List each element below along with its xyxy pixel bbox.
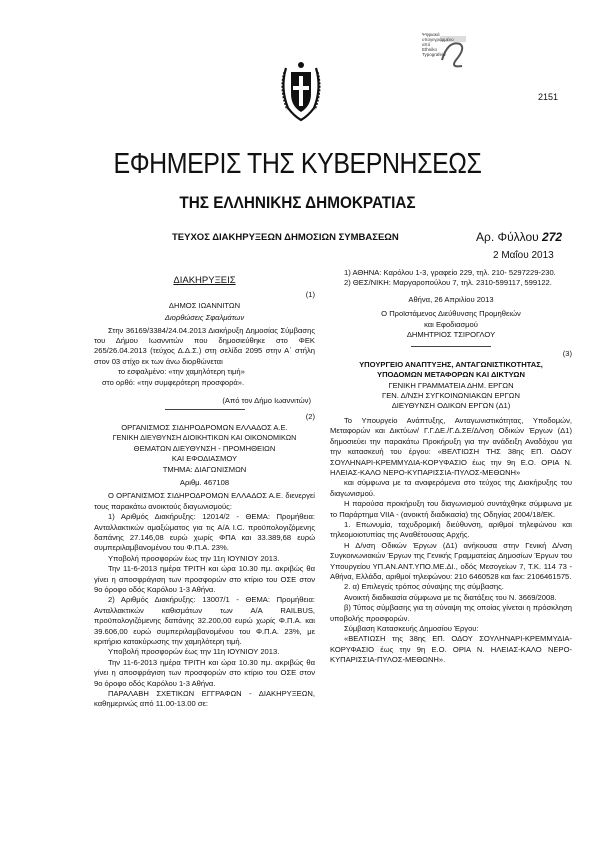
- notice-paragraph: Το Υπουργείο Ανάπτυξης, Ανταγωνιστικότητας, Υποδομών, Μεταφορών και Δικτύων/ Γ.Γ.ΔΕ./Γ.Δ.ΣΕ/Δ/νση Οδικών Έργων (Δ1) δημοσιεύει την παρακάτω Προκήρυξη για την ανάδειξη Αναδόχου για την κατασκευή του έργου: «ΒΕΛΤΙΩΣΗ ΤΗΣ 38ης ΕΠ. ΟΔΟΥ ΣΟΥΛΗΝΑΡΙ-ΚΡΕΜΜΥΔΙΑ-ΚΟΡΥΦΑΣΙΟ έως την 9η Ε.Ο. ΟΡΙΑ Ν. ΗΛΕΙΑΣ-ΚΑΛΟ ΝΕΡΟ-ΚΥΠΑΡΙΣΣΙΑ-ΠΥΛΟΣ-ΜΕΘΩΝΗ»: [330, 415, 572, 477]
- notice-issuer: ΔΗΜΟΣ ΙΩΑΝΝΙΤΩΝ: [168, 300, 241, 310]
- notice-paragraph: Υποβολή προσφορών έως την 11η ΙΟΥΝΙΟΥ 2013.: [108, 647, 280, 657]
- page-number: 2151: [538, 92, 559, 102]
- notice-number: (2): [305, 412, 315, 422]
- notice-number: (3): [562, 349, 572, 359]
- signature-line: ΔΗΜΗΤΡΙΟΣ ΤΣΙΡΟΓΛΟΥ: [406, 330, 496, 340]
- separator: [165, 409, 245, 410]
- notice-paragraph: «ΒΕΛΤΙΩΣΗ της 38ης ΕΠ. ΟΔΟΥ ΣΟΥΛΗΝΑΡΙ-ΚΡΕΜΜΥΔΙΑ-ΚΟΡΥΦΑΣΙΟ έως την 9η Ε.Ο. ΟΡΙΑ Ν. ΗΛΕΙΑΣ-ΚΑΛΟ ΝΕΡΟ-ΚΥΠΑΡΙΣΣΙΑ-ΠΥΛΟΣ-ΜΕΘΩΝΗ».: [330, 634, 572, 665]
- notice-signature: (Από τον Δήμο Ιωαννιτών): [222, 396, 311, 406]
- notice-paragraph: 1) ΑΘΗΝΑ: Καρόλου 1-3, γραφείο 229, τηλ. 210- 5297229-230.: [344, 268, 556, 277]
- notice-paragraph: 1. Επωνυμία, ταχυδρομική διεύθυνση, αριθμοί τηλεφώνου και τηλεομοιοτυπίας της Αναθέτουσας Αρχής.: [330, 519, 572, 540]
- notice-paragraph: Σύμβαση Κατασκευής Δημοσίου Έργου:: [344, 624, 479, 633]
- notice-date: Αθήνα, 26 Απριλίου 2013: [408, 294, 494, 304]
- notice-paragraph: Η Δ/νση Οδικών Έργων (Δ1) ανήκουσα στην Γενική Δ/νση Συγκοινωνιακών Έργων της Γενικής Γραμματείας Δημοσίων Έργων του Υπουργείου ΥΠ.ΑΝ.ΑΝΤ.ΥΠΟ.ΜΕ.ΔΙ., οδός Μεσογείων 7, Τ.Κ. 114 73 - Αθήνα, Ελλάδα, αριθμοί τηλεφώνου: 210 6460528 και fax: 2106461575.: [330, 540, 572, 581]
- signature-line: Ο Προϊστάμενος Διεύθυνσης Προμηθειών: [381, 309, 521, 319]
- notice-heading-line: ΚΑΙ ΕΦΟΔΙΑΣΜΟΥ: [171, 454, 238, 464]
- issue-date: 2 Μαΐου 2013: [493, 250, 554, 261]
- series-title: ΤΕΥΧΟΣ ΔΙΑΚΗΡΥΞΕΩΝ ΔΗΜΟΣΙΩΝ ΣΥΜΒΑΣΕΩΝ: [172, 232, 399, 243]
- notice-heading-line: ΥΠΟΔΟΜΩΝ ΜΕΤΑΦΟΡΩΝ ΚΑΙ ΔΙΚΤΥΩΝ: [377, 370, 525, 380]
- notice-paragraph: 2) Αριθμός Διακήρυξης: 13007/1 - ΘΕΜΑ: Προμήθεια: Ανταλλακτικών καθισμάτων των Α/Α RAILBUS, προϋπολογιζόμενης δαπάνης 32.200,00 ευρώ χωρίς Φ.Π.Α. και 39.606,00 ευρώ συμπεριλαμβανομένου του Φ.Π.Α. 23%, με κριτήριο κατακύρωσης την χαμηλότερη τιμή.: [94, 595, 315, 646]
- notice-heading-line: ΓΕΝΙΚΗ ΔΙΕΥΘΥΝΣΗ ΔΙΟΙΚΗΤΙΚΩΝ ΚΑΙ ΟΙΚΟΝΟΜΙΚΩΝ: [112, 433, 297, 443]
- stamp-line: υπογεγραμμένο: [422, 37, 454, 42]
- notice-correct-text: στο ορθό: «την συμφερότερη προσφορά».: [102, 377, 245, 387]
- notice-paragraph: Η παρούσα προκήρυξη του διαγωνισμού συντάχθηκε σύμφωνα με το Παράρτημα VIIA - (ανοικτή διαδικασία) της Οδηγίας 2004/18/ΕΚ.: [330, 499, 572, 519]
- masthead-subtitle: ΤΗΣ ΕΛΛΗΝΙΚΗΣ ΔΗΜΟΚΡΑΤΙΑΣ: [179, 193, 416, 212]
- notice-paragraph: Ανοικτή διαδικασία σύμφωνα με τις διατάξεις του Ν. 3669/2008.: [344, 592, 557, 602]
- notice-wrong-text: το εσφαλμένο: «την χαμηλότερη τιμή»: [118, 367, 245, 377]
- notice-paragraph: β) Τύπος σύμβασης για τη σύναψη της οποίας γίνεται η πρόσκληση υποβολής προσφορών.: [330, 603, 572, 623]
- stamp-line: Typografeio: [422, 52, 446, 57]
- stamp-line: από: [422, 42, 431, 47]
- notice-heading-line: ΟΡΓΑΝΙΣΜΟΣ ΣΙΔΗΡΟΔΡΟΜΩΝ ΕΛΛΑΔΟΣ Α.Ε.: [121, 422, 288, 432]
- right-column: [330, 268, 572, 666]
- notice-paragraph: Υποβολή προσφορών έως την 11η ΙΟΥΝΙΟΥ 2013.: [108, 553, 280, 563]
- notice-number: (1): [305, 290, 315, 300]
- section-heading: ΔΙΑΚΗΡΥΞΕΙΣ: [173, 275, 236, 286]
- stamp-line: Ψηφιακά: [422, 32, 440, 37]
- issue-value: 272: [542, 230, 563, 244]
- notice-paragraph: και σύμφωνα με τα αναφερόμενα στο τεύχος της Διακήρυξης του διαγωνισμού.: [330, 478, 572, 498]
- separator: [411, 346, 491, 347]
- greek-coat-of-arms-emblem: [278, 58, 324, 124]
- notice-reference: Αριθμ. 467108: [179, 477, 230, 487]
- notice-heading-line: ΤΜΗΜΑ: ΔΙΑΓΩΝΙΣΜΩΝ: [162, 464, 247, 474]
- notice-paragraph: 2. α) Επιλεγείς τρόπος σύναψης της σύμβασης.: [344, 582, 504, 592]
- issue-label: Αρ. Φύλλου: [476, 230, 539, 244]
- notice-paragraph: Την 11-6-2013 ημέρα ΤΡΙΤΗ και ώρα 10.30 πμ. ακριβώς θα γίνει η αποσφράγιση των προσφορών στο κτίριο του ΟΣΕ στον 9ο όροφο οδός Καρόλου 1-3 Αθήνα.: [94, 564, 315, 594]
- notice-heading-line: ΓΕΝΙΚΗ ΓΡΑΜΜΑΤΕΙΑ ΔΗΜ. ΕΡΓΩΝ: [388, 380, 514, 390]
- notice-paragraph: Την 11-6-2013 ημέρα ΤΡΙΤΗ και ώρα 10.30 πμ. ακριβώς θα γίνει η αποσφράγιση των προσφορών στο κτίριο του ΟΣΕ στον 9ο όροφο οδός Καρόλου 1-3 Αθήνα.: [94, 657, 315, 688]
- masthead-title: ΕΦΗΜΕΡΙΣ ΤΗΣ ΚΥΒΕΡΝΗΣΕΩΣ: [113, 148, 482, 180]
- issue-number: [476, 230, 562, 244]
- left-column: [94, 276, 315, 710]
- signature-line: και Εφοδιασμού: [424, 319, 478, 329]
- notice-heading-line: ΓΕΝ. Δ/ΝΣΗ ΣΥΓΚΟΙΝΩΝΙΑΚΩΝ ΕΡΓΩΝ: [382, 391, 520, 401]
- notice-heading-line: ΔΙΕΥΘΥΝΣΗ ΟΔΙΚΩΝ ΕΡΓΩΝ (Δ1): [391, 401, 511, 411]
- notice-paragraph: 2) ΘΕΣ/ΝΙΚΗ: Μαργαροπούλου 7, τηλ. 2310-599117, 599122.: [344, 278, 552, 288]
- stamp-line: Ethniko: [422, 47, 438, 52]
- notice-paragraph: Ο ΟΡΓΑΝΙΣΜΟΣ ΣΙΔΗΡΟΔΡΟΜΩΝ ΕΛΛΑΔΟΣ Α.Ε. διενεργεί τους παρακάτω ανοικτούς διαγωνισμούς:: [94, 491, 315, 511]
- notice-paragraph: 1) Αριθμός Διακήρυξης: 12014/2 - ΘΕΜΑ: Προμήθεια: Ανταλλακτικών αμαξώματος για τις Α/Α Ι.C. προϋπολογιζόμενης δαπάνης 27.146,08 ευρώ χωρίς ΦΠΑ και 33.389,68 ευρώ συμπεριλαμβανομένου του Φ.Π.Α. 23%.: [94, 512, 315, 553]
- notice-paragraph: ΠΑΡΑΛΑΒΗ ΣΧΕΤΙΚΩΝ ΕΓΓΡΑΦΩΝ - ΔΙΑΚΗΡΥΞΕΩΝ, καθημερινώς από 11.00-13.00 σε:: [94, 689, 315, 709]
- notice-heading-line: ΘΕΜΑΤΩΝ ΔΙΕΥΘΥΝΣΗ - ΠΡΟΜΗΘΕΙΩΝ: [133, 443, 276, 453]
- notice-heading-line: ΥΠΟΥΡΓΕΙΟ ΑΝΑΠΤΥΞΗΣ, ΑΝΤΑΓΩΝΙΣΤΙΚΟΤΗΤΑΣ,: [359, 359, 543, 369]
- digital-signature-stamp: [422, 30, 484, 74]
- notice-body: Στην 36169/3384/24.04.2013 Διακήρυξη Δημοσίας Σύμβασης του Δήμου Ιωαννιτών που δημοσιεύθηκε στο ΦΕΚ 265/26.04.2013 (τεύχος Δ.Δ.Σ.) στη σελίδα 2095 στην Α΄ στήλη στον 03 στίχο εκ των άνω διορθώνεται: [94, 325, 315, 366]
- notice-title: Διορθώσεις Σφαλμάτων: [164, 313, 245, 323]
